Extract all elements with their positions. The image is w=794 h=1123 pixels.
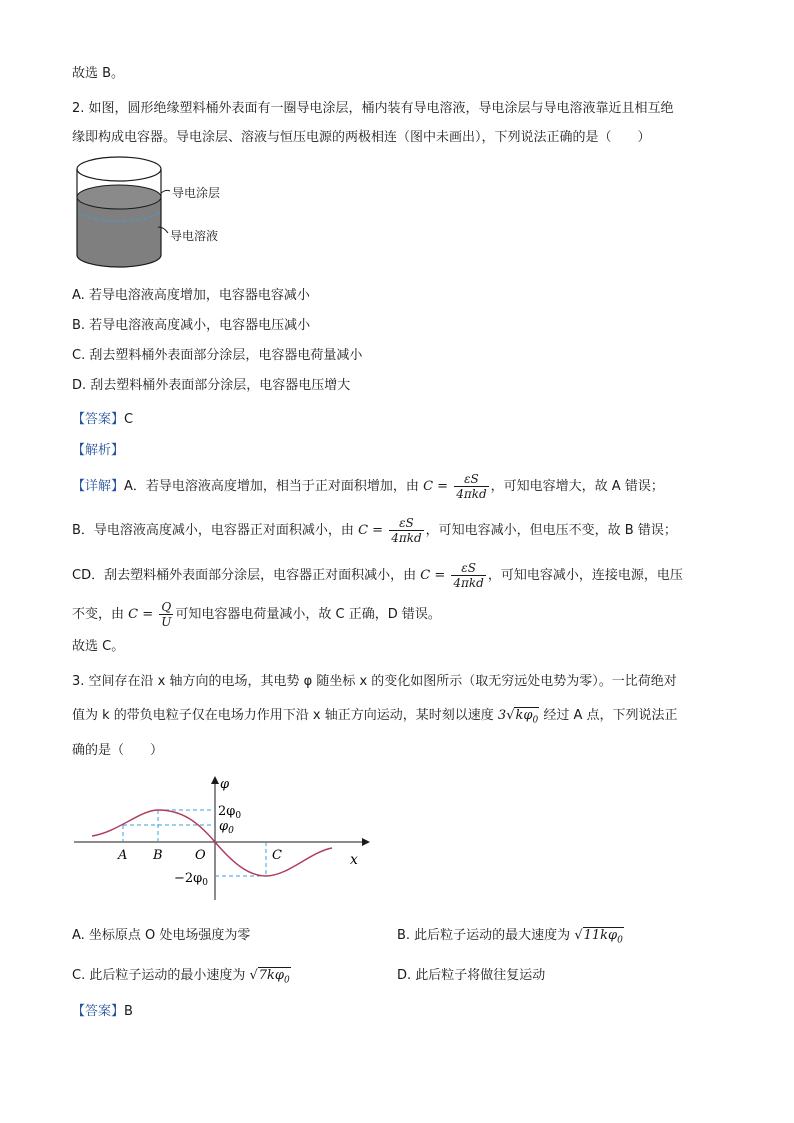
conclusion-b: 故选 B。 (72, 66, 125, 81)
q3-answer: 【答案】B (72, 1004, 133, 1019)
detail-cd-text1: CD．刮去塑料桶外表面部分涂层，电容器正对面积减小，由 (72, 568, 417, 583)
q3-stem-line1: 3. 空间存在沿 x 轴方向的电场，其电势 φ 随坐标 x 的变化如图所示（取无穷远处电势为零）。一比荷绝对 (72, 674, 677, 689)
q2-answer (72, 410, 133, 430)
detail-cd-text2: ，可知电容减小，连接电源，电压 (487, 568, 683, 583)
q2-option-a: A. 若导电溶液高度增加，电容器电容减小 (72, 288, 310, 303)
formula-v0: $3√k\varphi_0$ (497, 708, 539, 726)
label-point-a: A (118, 848, 128, 863)
label-neg2phi0: $-2\varphi_0$ (174, 871, 209, 888)
q3-option-b: B. 此后粒子运动的最大速度为 $√11k\varphi_0$ (397, 928, 623, 946)
formula-vmin: $√7k\varphi_0$ (249, 968, 290, 986)
formula-capacitance: $\frac{\varepsilon S}{\text{4πkd}}$ (453, 561, 484, 590)
q2-option-d: D. 刮去塑料桶外表面部分涂层，电容器电压增大 (72, 378, 351, 393)
x-axis-arrow (362, 838, 370, 846)
q3-stem-line2: 值为 k 的带负电粒子仅在电场力作用下沿 x 轴正方向运动，某时刻以速度 $3√k\varphi_0$ 经过 A 点，下列说法正 (72, 708, 678, 726)
formula-capacitance: $\frac{\varepsilon S}{\text{4πkd}}$ (456, 472, 487, 501)
q3-option-c: C. 此后粒子运动的最小速度为 $√7k\varphi_0$ (72, 968, 290, 986)
label-x: x (350, 852, 358, 868)
detail-b: B．导电溶液高度减小，电容器正对面积减小，由 C = $\frac{\varepsilon S}{\text{4πkd}}$ ，可知电容减小，但电压不变，故 B 错误； (72, 516, 677, 545)
detail-a-text1: A．若导电溶液高度增加，相当于正对面积增加，由 (124, 479, 419, 494)
detail-cd-cont: 不变，由 C = $\frac{Q}{U}$ 可知电容器电荷量减小，故 C 正确，D 错误。 (72, 600, 441, 629)
detail-cd-text4: 可知电容器电荷量减小，故 C 正确，D 错误。 (175, 607, 441, 622)
potential-curve (92, 810, 332, 876)
detail-cd: CD．刮去塑料桶外表面部分涂层，电容器正对面积减小，由 C = $\frac{\varepsilon S}{\text{4πkd}}$ ，可知电容减小，连接电源，电压 (72, 561, 683, 590)
answer-value: B (124, 1004, 133, 1019)
answer-tag: 【答案】 (72, 412, 125, 427)
guide-lines (123, 810, 266, 876)
q2-stem-line1: 2. 如图，圆形绝缘塑料桶外表面有一圈导电涂层，桶内装有导电溶液，导电涂层与导电溶液靠近且相互绝 (72, 101, 674, 116)
phi-axis-arrow (211, 776, 219, 784)
conclusion-c: 故选 C。 (72, 639, 125, 654)
solution-surface (77, 185, 161, 209)
q3-option-a: A. 坐标原点 O 处电场强度为零 (72, 928, 251, 943)
label-phi: φ (220, 777, 230, 792)
q3-option-d: D. 此后粒子将做往复运动 (397, 968, 546, 983)
label-point-c: C (272, 848, 282, 863)
q3-stem-line3: 确的是（ ） (72, 743, 164, 758)
formula-q-over-u: $\frac{Q}{U}$ (161, 600, 172, 629)
q2-analysis (72, 441, 124, 461)
q3-potential-graph (70, 772, 370, 907)
detail-tag: 【详解】 (72, 479, 125, 494)
q2-cylinder-figure (72, 155, 262, 280)
label-solution: 导电溶液 (170, 229, 219, 243)
q2-option-b: B. 若导电溶液高度减小，电容器电压减小 (72, 318, 311, 333)
label-phi0: $\varphi_0$ (219, 819, 234, 836)
q2-option-c: C. 刮去塑料桶外表面部分涂层，电容器电荷量减小 (72, 348, 363, 363)
cylinder-top-rim (77, 157, 161, 181)
label-origin-o: O (195, 848, 206, 863)
formula-vmax: $√11k\varphi_0$ (574, 928, 623, 946)
detail-b-text2: ，可知电容减小，但电压不变，故 B 错误； (425, 523, 677, 538)
formula-c-eq: C = (423, 479, 449, 494)
label-coating: 导电涂层 (172, 186, 221, 200)
formula-capacitance: $\frac{\varepsilon S}{\text{4πkd}}$ (391, 516, 422, 545)
q2-stem-line2: 缘即构成电容器。导电涂层、溶液与恒压电源的两极相连（图中未画出），下列说法正确的是（ ） (72, 130, 651, 145)
detail-b-text1: B．导电溶液高度减小，电容器正对面积减小，由 (72, 523, 354, 538)
label-point-b: B (153, 848, 163, 863)
label-2phi0: $2\varphi_0$ (218, 804, 242, 821)
detail-a-text2: ，可知电容增大，故 A 错误； (490, 479, 664, 494)
answer-value: C (124, 412, 134, 427)
detail-a (72, 472, 664, 501)
analysis-tag: 【解析】 (72, 443, 125, 458)
